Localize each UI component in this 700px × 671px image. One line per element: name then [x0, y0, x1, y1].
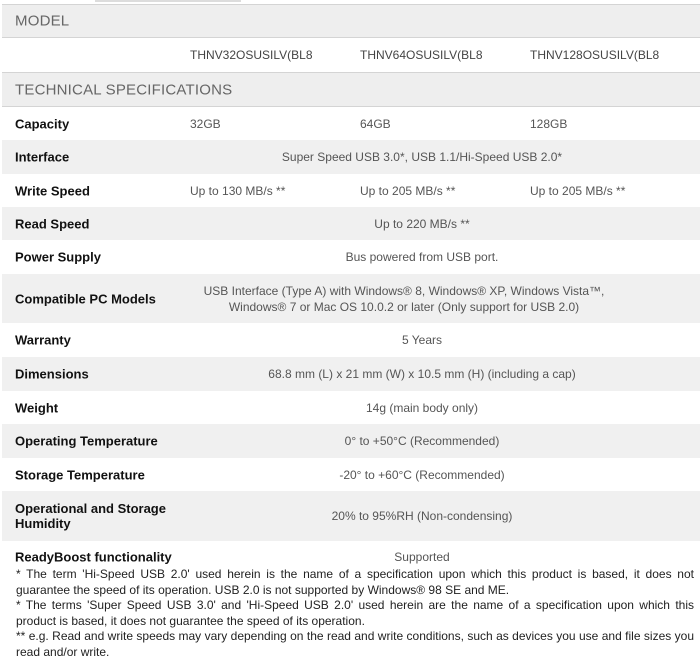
dimensions-label: Dimensions [15, 366, 89, 382]
spec-row-power-supply [2, 240, 700, 274]
weight-value: 14g (main body only) [365, 400, 479, 415]
humidity-value: 20% to 95%RH (Non-condensing) [331, 509, 513, 523]
spec-row-operating-temp [2, 424, 700, 458]
readyboost-value: Supported [394, 550, 450, 564]
interface-label: Interface [15, 149, 70, 165]
capacity-label: Capacity [15, 116, 70, 132]
readyboost-label: ReadyBoost functionality [15, 549, 172, 565]
spec-row-dimensions [2, 357, 700, 391]
tab-indicator [95, 0, 241, 2]
model-128gb: THNV128OSUSILV(BL8 [530, 47, 660, 62]
spec-row-warranty [2, 323, 700, 357]
power-supply-label: Power Supply [15, 249, 101, 265]
model-header: MODEL [15, 12, 70, 30]
footnote-hi-speed: * The term 'Hi-Speed USB 2.0' used herein is the name of a specification upon which this product is based, it does not guarantee the speed of its operation. USB 2.0 is not supported by Windows® 98 SE and ME. [16, 567, 694, 597]
spec-row-capacity [2, 108, 700, 140]
operating-temp-value: 0° to +50°C (Recommended) [344, 434, 500, 448]
operating-temp-label: Operating Temperature [15, 433, 158, 449]
write-speed-label: Write Speed [15, 183, 90, 198]
model-64gb: THNV64OSUSILV(BL8 [360, 47, 483, 62]
spec-row-interface [2, 140, 700, 174]
tech-section-header [2, 72, 700, 107]
write-speed-64gb: Up to 205 MB/s ** [360, 183, 456, 198]
read-speed-value: Up to 220 MB/s ** [374, 216, 470, 231]
storage-temp-value: -20° to +60°C (Recommended) [339, 467, 505, 482]
warranty-label: Warranty [15, 332, 71, 348]
capacity-32gb: 32GB [190, 117, 221, 131]
spec-row-readyboost [2, 548, 700, 566]
power-supply-value: Bus powered from USB port. [345, 250, 499, 264]
model-row [2, 38, 700, 71]
warranty-value: 5 Years [401, 333, 443, 347]
compatible-value: USB Interface (Type A) with Windows® 8, Windows® XP, Windows Vista™, Windows® 7 or Mac OS 10.0.2 or later (Only support for USB 2.0) [203, 283, 605, 314]
interface-value: Super Speed USB 3.0*, USB 1.1/Hi-Speed USB 2.0* [281, 150, 563, 164]
footnote-speed-variance: ** e.g. Read and write speeds may vary depending on the read and write conditions, such as devices you use and file sizes you read and/or write. [16, 629, 694, 659]
model-section-header [2, 4, 700, 38]
tech-header: TECHNICAL SPECIFICATIONS [15, 81, 233, 98]
humidity-label: Operational and Storage Humidity [15, 501, 166, 531]
spec-row-write-speed [2, 174, 700, 207]
write-speed-128gb: Up to 205 MB/s ** [530, 183, 626, 198]
footnote-super-speed: * The terms 'Super Speed USB 3.0' and 'Hi-Speed USB 2.0' used herein are the name of a specification upon which this product is based, it does not guarantee the speed of its operation. [16, 598, 694, 628]
storage-temp-label: Storage Temperature [15, 467, 145, 482]
read-speed-label: Read Speed [15, 216, 90, 231]
compatible-label: Compatible PC Models [15, 291, 156, 306]
footnotes [16, 567, 694, 660]
spec-row-weight [2, 391, 700, 424]
dimensions-value: 68.8 mm (L) x 21 mm (W) x 10.5 mm (H) (including a cap) [268, 367, 576, 381]
write-speed-32gb: Up to 130 MB/s ** [190, 183, 286, 198]
spec-row-storage-temp [2, 458, 700, 491]
capacity-128gb: 128GB [530, 117, 568, 131]
model-32gb: THNV32OSUSILV(BL8 [190, 47, 313, 62]
spec-row-humidity [2, 491, 700, 541]
spec-row-compatible [2, 274, 700, 323]
spec-row-read-speed [2, 207, 700, 240]
capacity-64gb: 64GB [360, 117, 391, 131]
weight-label: Weight [15, 400, 59, 415]
